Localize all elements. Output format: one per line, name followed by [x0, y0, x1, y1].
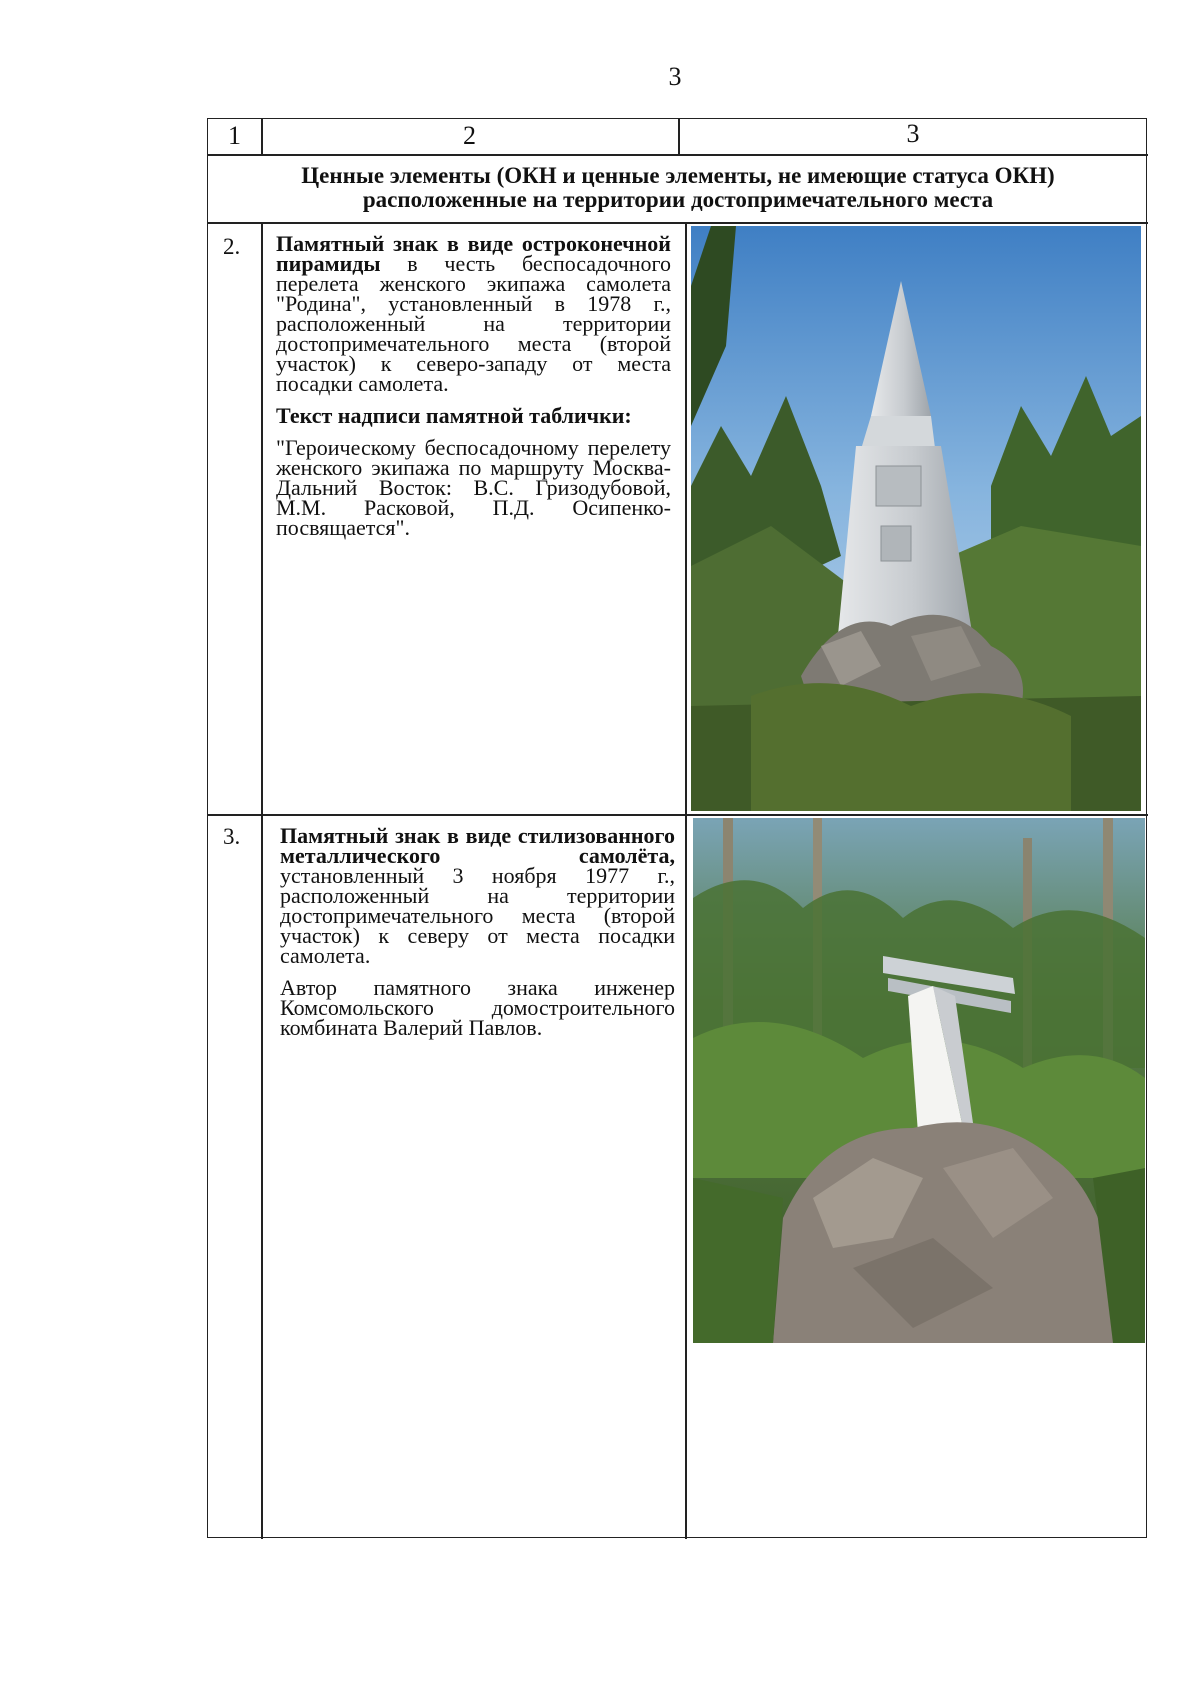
section-title-line1: Ценные элементы (ОКН и ценные элементы, не имеющие статуса ОКН)	[301, 163, 1055, 188]
column-header-3: 3	[906, 119, 920, 148]
pyramid-monument-photo	[691, 226, 1141, 811]
inscription-text: "Героическому беспосадочному перелету женского экипажа по маршруту Москва-Дальний Восток: В.С. Гризодубовой, М.М. Расковой, П.Д. Осипенко- посвящается".	[276, 435, 671, 540]
airplane-monument-photo	[693, 818, 1145, 1343]
monument-author: Автор памятного знака инженер Комсомольского домостроительного комбината Валерий Павлов.	[280, 975, 675, 1040]
page-number: 3	[668, 62, 682, 91]
section-title-line2: расположенные на территории достопримечательного места	[362, 187, 994, 212]
row-description	[276, 231, 671, 550]
row-number: 3.	[223, 824, 241, 849]
row-description	[280, 823, 675, 1050]
monument-title: Памятный знак в виде стилизованного металлического самолёта,	[280, 823, 675, 868]
column-header-1: 1	[228, 121, 241, 150]
monument-description: установленный 3 ноября 1977 г., расположенный на территории достопримечательного места (второй участок) к северу от места посадки самолета.	[280, 863, 675, 968]
column-header-2: 2	[463, 121, 476, 150]
heritage-table	[207, 118, 1147, 1538]
inscription-label: Текст надписи памятной таблички:	[276, 403, 632, 428]
row-number: 2.	[223, 234, 241, 259]
monument-title: Памятный знак в виде остроконечной пирамиды	[276, 231, 671, 276]
section-title	[208, 164, 1148, 212]
monument-description: в честь беспосадочного перелета женского экипажа самолета "Родина", установленный в 1978 г., расположенный на территории достопримечательного места (второй участок) к северо-западу от места посадки самолета.	[276, 251, 671, 396]
